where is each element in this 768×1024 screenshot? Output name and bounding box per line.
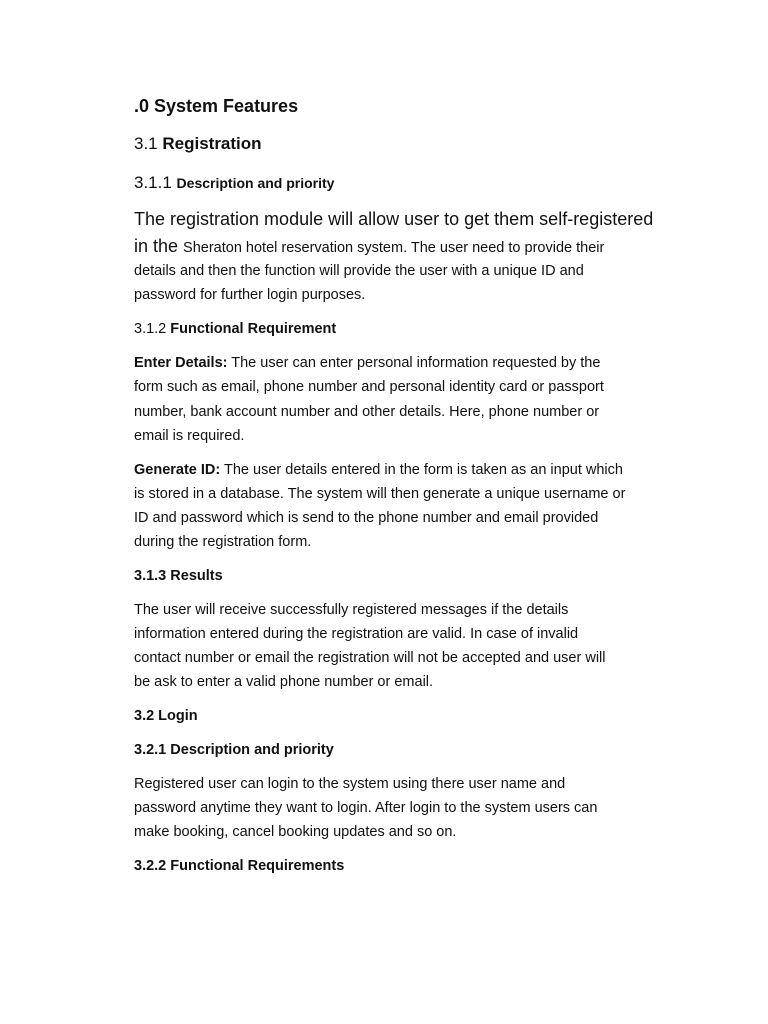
paragraph-line: information entered during the registration are valid. In case of invalid <box>134 626 579 642</box>
paragraph-line: details and then the function will provide the user with a unique ID and <box>134 263 584 279</box>
paragraph-line: is stored in a database. The system will then generate a unique username or <box>134 486 626 502</box>
paragraph-line <box>134 461 623 479</box>
paragraph-line-rest: The user can enter personal information requested by the <box>227 355 601 371</box>
heading-3-1-1-label: Description and priority <box>176 175 335 191</box>
paragraph-line: The registration module will allow user to get them self-registered <box>134 209 654 229</box>
heading-3-1-1-number: 3.1.1 <box>134 173 177 192</box>
heading-registration <box>134 133 262 155</box>
heading-registration-label: Registration <box>162 134 262 153</box>
heading-3-1-3: 3.1.3 Results <box>134 568 223 584</box>
heading-3-2-2: 3.2.2 Functional Requirements <box>134 858 345 874</box>
paragraph-line: make booking, cancel booking updates and so on. <box>134 824 457 840</box>
paragraph-line <box>134 237 604 257</box>
paragraph-line-prefix: in the <box>134 236 184 256</box>
heading-3-2: 3.2 Login <box>134 708 198 724</box>
paragraph-line: form such as email, phone number and personal identity card or passport <box>134 379 604 395</box>
heading-3-1-1 <box>134 172 334 194</box>
paragraph-line: password for further login purposes. <box>134 287 366 303</box>
heading-registration-number: 3.1 <box>134 134 163 153</box>
paragraph-line <box>134 354 600 372</box>
paragraph-line: email is required. <box>134 428 245 444</box>
heading-system-features: .0 System Features <box>134 96 299 116</box>
generate-id-label: Generate ID: <box>134 462 221 478</box>
paragraph-line: number, bank account number and other details. Here, phone number or <box>134 404 600 420</box>
paragraph-line: password anytime they want to login. After login to the system users can <box>134 800 598 816</box>
paragraph-line: during the registration form. <box>134 534 312 550</box>
paragraph-line-rest: The user details entered in the form is taken as an input which <box>220 462 623 478</box>
enter-details-label: Enter Details: <box>134 355 228 371</box>
heading-3-2-1: 3.2.1 Description and priority <box>134 742 334 758</box>
heading-3-1-2 <box>134 320 336 338</box>
paragraph-line: contact number or email the registration will not be accepted and user will <box>134 650 606 666</box>
heading-3-1-2-label: Functional Requirement <box>170 321 337 337</box>
paragraph-line: The user will receive successfully registered messages if the details <box>134 602 569 618</box>
paragraph-line: be ask to enter a valid phone number or email. <box>134 674 434 690</box>
paragraph-line-rest: Sheraton hotel reservation system. The user need to provide their <box>183 240 605 256</box>
paragraph-line: ID and password which is send to the phone number and email provided <box>134 510 599 526</box>
paragraph-line: Registered user can login to the system using there user name and <box>134 776 566 792</box>
heading-3-1-2-number: 3.1.2 <box>134 321 171 337</box>
